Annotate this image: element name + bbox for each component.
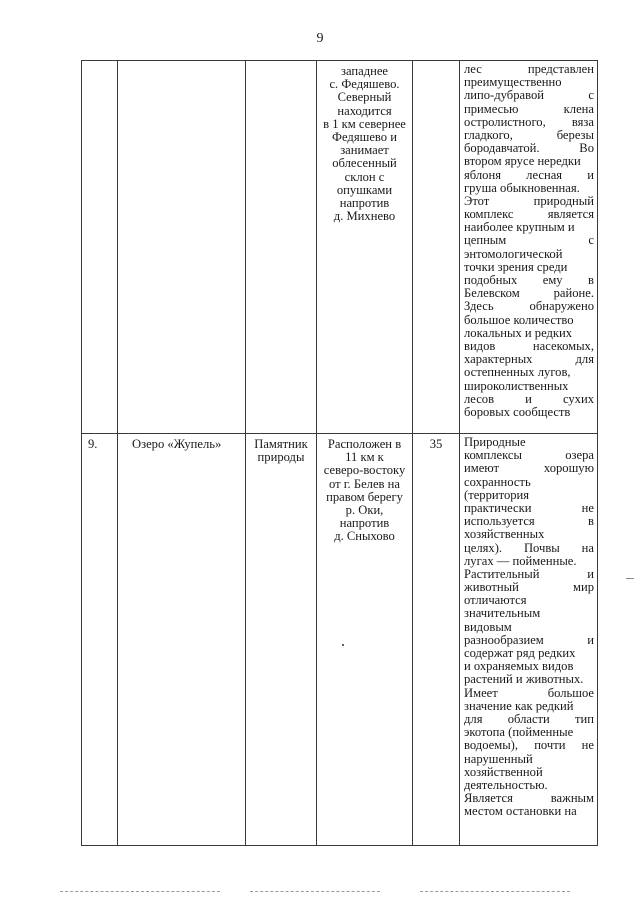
- description-word: растений и животных.: [464, 672, 584, 687]
- description-word: лугах — пойменные.: [464, 553, 577, 568]
- cell-line: с. Федяшево.: [329, 77, 400, 92]
- description-word: с: [588, 233, 594, 248]
- description-word: области: [507, 711, 550, 726]
- description-word: и: [587, 566, 594, 581]
- cell-line: д. Сныхово: [334, 529, 395, 544]
- cell-line: правом берегу: [326, 489, 403, 504]
- description-word: природный: [533, 193, 594, 208]
- object-area: 35: [413, 434, 460, 846]
- description-word: бородавчатой.: [464, 141, 540, 156]
- description-word: хозяйственной: [464, 764, 543, 779]
- description-word: боровых сообществ: [464, 404, 571, 419]
- description-line: [464, 406, 594, 419]
- description-word: используется: [464, 514, 535, 529]
- description-word: в: [588, 273, 594, 287]
- description-line: [464, 89, 594, 102]
- description-word: (территория: [464, 487, 530, 502]
- row-number: [82, 61, 118, 434]
- description-line: [464, 555, 594, 568]
- description-word: практически: [464, 500, 532, 515]
- cell-line: д. Михнево: [333, 209, 396, 224]
- description-word: большое: [547, 685, 594, 700]
- description-word: широколиственных: [464, 378, 569, 393]
- description-word: местом остановки на: [464, 804, 577, 819]
- description-word: водоемы),: [464, 738, 519, 753]
- description-word: районе.: [553, 286, 594, 301]
- cell-line: напротив: [339, 196, 390, 211]
- description-line: [464, 327, 594, 340]
- description-word: втором ярусе нередки: [464, 154, 581, 169]
- description-word: насекомых,: [532, 338, 594, 353]
- description-word: почти: [534, 738, 566, 753]
- cell-line: от г. Белев на: [329, 476, 400, 491]
- description-line: [464, 182, 594, 195]
- description-word: и: [587, 167, 594, 182]
- description-word: цепным: [464, 233, 507, 248]
- object-category: [246, 434, 317, 846]
- description-word: озера: [565, 448, 594, 463]
- register-table: [81, 60, 598, 846]
- description-word: не: [581, 500, 594, 515]
- object-location: [317, 61, 413, 434]
- description-word: комплекс: [464, 207, 514, 222]
- description-word: обнаружено: [529, 299, 594, 314]
- description-word: деятельностью.: [464, 777, 548, 792]
- description-word: содержат ряд редких: [464, 646, 576, 660]
- description-line: [464, 103, 594, 116]
- description-word: остролистного,: [464, 114, 546, 129]
- cell-line: напротив: [339, 516, 390, 531]
- description-line: [464, 380, 594, 393]
- description-word: имеют: [464, 461, 500, 476]
- description-word: подобных: [464, 273, 518, 287]
- description-word: видовым: [464, 619, 512, 634]
- description-word: ему: [542, 273, 563, 287]
- description-word: энтомологической: [464, 246, 563, 261]
- cell-line: р. Оки,: [345, 503, 384, 518]
- description-word: тип: [575, 711, 594, 726]
- description-word: лесов: [464, 391, 495, 406]
- description-word: в: [588, 514, 594, 529]
- description-word: экотопа (пойменные: [464, 725, 574, 740]
- description-word: большое количество: [464, 312, 574, 327]
- description-line: [464, 489, 594, 502]
- description-word: наиболее крупным и: [464, 220, 575, 235]
- description-word: точки зрения среди: [464, 259, 568, 274]
- object-description: [460, 434, 598, 846]
- description-word: Природные: [464, 435, 526, 449]
- cell-line: северо-востоку: [323, 463, 406, 478]
- description-word: Почвы: [523, 540, 560, 555]
- object-location: [317, 434, 413, 846]
- description-word: для: [464, 711, 483, 726]
- cell-line: Северный: [337, 90, 392, 105]
- description-word: не: [581, 738, 594, 753]
- description-word: сохранность: [464, 474, 531, 489]
- description-line: [464, 116, 594, 129]
- description-word: и: [525, 391, 532, 406]
- description-word: для: [575, 352, 594, 367]
- description-word: является: [547, 207, 594, 222]
- cell-line: западнее: [340, 64, 389, 78]
- description-word: и: [587, 632, 594, 647]
- cell-line: природы: [257, 450, 305, 465]
- description-word: лес: [464, 62, 482, 76]
- description-word: хорошую: [543, 461, 594, 476]
- description-word: Во: [579, 141, 594, 156]
- description-word: целях).: [464, 540, 503, 555]
- description-word: животный: [464, 580, 519, 595]
- table-row: [82, 434, 598, 846]
- description-line: [464, 155, 594, 168]
- description-word: на: [581, 540, 594, 555]
- description-word: с: [588, 88, 594, 103]
- description-line: [464, 700, 594, 713]
- table-row: [82, 61, 598, 434]
- description-word: примесью: [464, 101, 519, 116]
- description-word: видов: [464, 338, 496, 353]
- description-word: лесная: [526, 167, 563, 182]
- description-word: Растительный: [464, 566, 540, 581]
- description-word: значение как редкий: [464, 698, 574, 713]
- cell-line: склон с: [344, 169, 385, 184]
- description-word: важным: [550, 791, 594, 806]
- cell-line: Расположен в: [327, 437, 402, 451]
- description-word: остепненных лугов,: [464, 365, 571, 380]
- description-word: Этот: [464, 193, 490, 208]
- description-word: сухих: [562, 391, 594, 406]
- scan-speck: [342, 644, 344, 646]
- object-area: [413, 61, 460, 434]
- object-name: Озеро «Жупель»: [118, 434, 246, 846]
- description-word: отличаются: [464, 593, 527, 608]
- description-word: значительным: [464, 606, 541, 621]
- description-word: локальных и редких: [464, 325, 573, 340]
- object-name: [118, 61, 246, 434]
- description-word: клена: [563, 101, 594, 116]
- object-category: [246, 61, 317, 434]
- cell-line: Федяшево и: [332, 130, 397, 145]
- description-word: хозяйственных: [464, 527, 545, 542]
- cell-line: 11 км к: [345, 450, 384, 465]
- description-word: представлен: [527, 62, 594, 76]
- description-word: Является: [464, 791, 513, 806]
- description-word: преимущественно: [464, 75, 562, 90]
- description-word: липо-дубравой: [464, 88, 544, 103]
- description-word: вяза: [571, 114, 594, 129]
- row-number: 9.: [82, 434, 118, 846]
- description-word: Белевском: [464, 286, 520, 301]
- description-word: характерных: [464, 352, 533, 367]
- description-word: и охраняемых видов: [464, 659, 574, 674]
- object-description: [460, 61, 598, 434]
- cell-line: находится: [337, 103, 392, 118]
- description-word: Имеет: [464, 685, 498, 700]
- scan-edge-mark: [626, 578, 634, 579]
- footer-scan-line: [60, 891, 220, 893]
- description-word: гладкого,: [464, 127, 513, 142]
- description-word: нарушенный: [464, 751, 533, 766]
- description-word: Здесь: [464, 299, 494, 314]
- cell-line: облесенный: [332, 156, 397, 171]
- description-word: разнообразием: [464, 632, 544, 647]
- description-line: [464, 528, 594, 541]
- footer-scan-line: [250, 891, 380, 893]
- description-word: мир: [572, 580, 594, 595]
- page-number: 9: [316, 31, 324, 46]
- footer-scan-line: [420, 891, 570, 893]
- description-line: [464, 805, 594, 818]
- description-line: [464, 673, 594, 686]
- cell-line: Памятник: [254, 437, 308, 451]
- description-word: яблоня: [464, 167, 502, 182]
- description-word: березы: [556, 127, 594, 142]
- description-word: груша обыкновенная.: [464, 180, 580, 195]
- cell-line: опушками: [336, 182, 393, 197]
- description-word: комплексы: [464, 448, 522, 463]
- cell-line: в 1 км севернее: [323, 116, 406, 131]
- description-line: [464, 621, 594, 634]
- cell-line: занимает: [340, 143, 389, 158]
